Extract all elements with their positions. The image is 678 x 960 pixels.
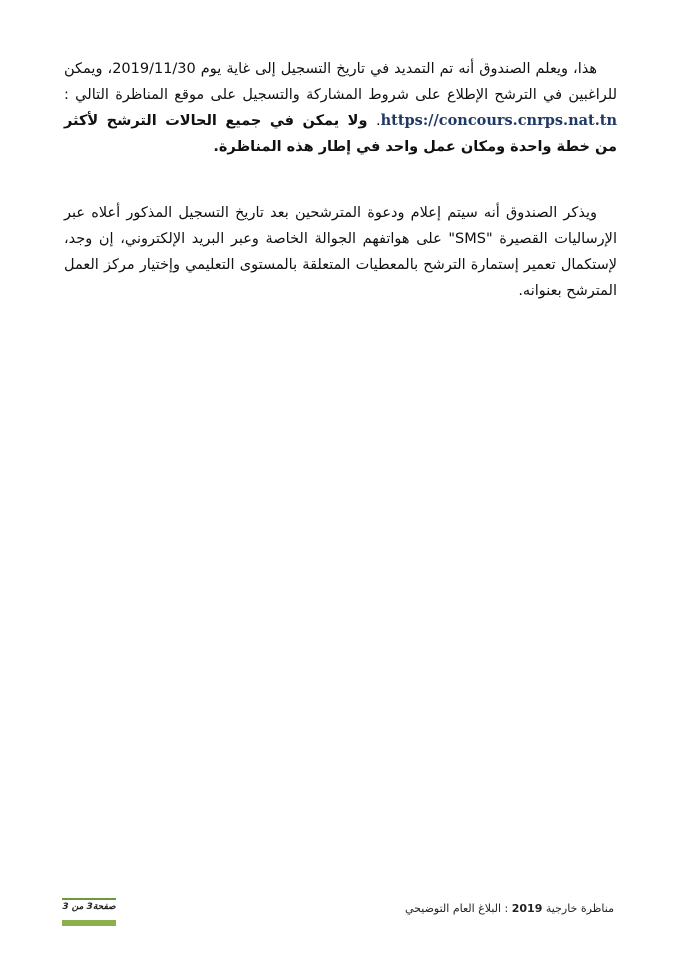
footer-year: 2019	[511, 902, 543, 915]
page-footer	[62, 898, 614, 928]
footer-title-start: مناظرة خارجية	[542, 902, 614, 915]
paragraph1-bold-note: ولا يمكن في جميع الحالات الترشح لأكثر من خطة واحدة ومكان عمل واحد في إطار هذه المناظرة.	[64, 113, 617, 155]
page-number-box	[62, 898, 116, 926]
registration-deadline-date: 2019/11/30	[112, 61, 196, 77]
page-number-label: صفحة3 من 3	[62, 902, 116, 912]
sms-term: SMS	[455, 231, 486, 247]
paragraph2-text-start: ويذكر الصندوق أنه سيتم إعلام ودعوة المترشحين بعد تاريخ التسجيل المذكور أعلاه عبر الإرساليات القصيرة "	[64, 205, 617, 247]
paragraph2-text-end: " على هواتفهم الجوالة الخاصة وعبر البريد الإلكتروني، إن وجد، لإستكمال تعمير إستمارة الترشح بالمعطيات المتعلقة بالمستوى التعليمي وإختيار مركز العمل المترشح بعنوانه.	[64, 231, 617, 299]
paragraph1-text-middle: ، ويمكن للراغبين في الترشح الإطلاع على شروط المشاركة والتسجيل على موقع المناظرة التالي :	[64, 61, 617, 103]
competition-website-link[interactable]: https://concours.cnrps.nat.tn	[380, 112, 617, 129]
paragraph1-text-start: هذا، ويعلم الصندوق أنه تم التمديد في تاريخ التسجيل إلى غاية يوم	[195, 61, 597, 77]
page-number-bar	[62, 920, 116, 926]
paragraph-candidate-notification	[64, 200, 617, 304]
paragraph1-period: .	[375, 113, 381, 129]
paragraph-registration-extension	[64, 56, 617, 160]
footer-title-end: : البلاغ العام التوضيحي	[404, 902, 512, 915]
document-body	[64, 56, 617, 344]
footer-document-title	[405, 902, 614, 915]
